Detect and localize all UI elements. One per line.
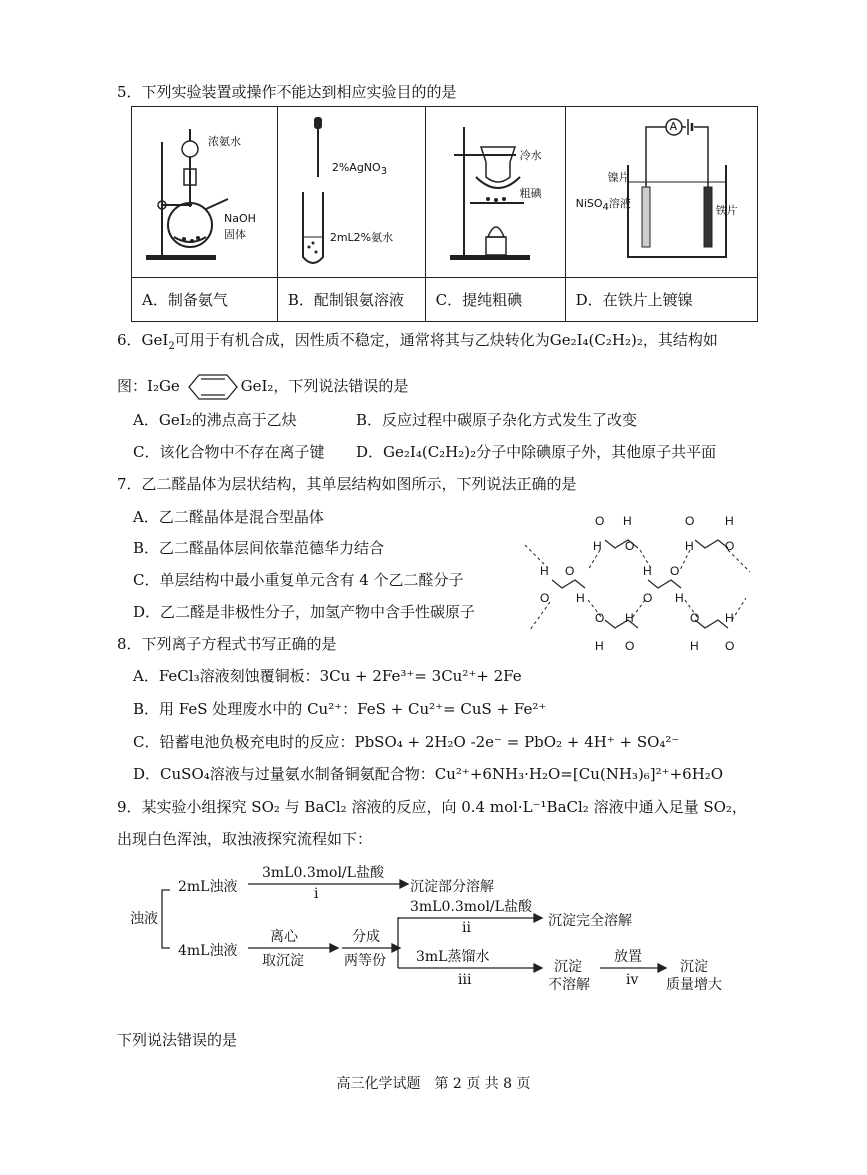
- atom-o: O: [565, 564, 575, 578]
- flow-b2-op1a: 离心: [270, 929, 298, 945]
- flow-lower-step: iii: [458, 972, 472, 988]
- atom-h: H: [690, 639, 699, 653]
- flow-b2-op1b: 取沉淀: [262, 953, 304, 969]
- q5-apparatus-table: [131, 106, 758, 322]
- glyoxal-layer-figure: [520, 510, 760, 660]
- q8-option-b: B．用 FeS 处理废水中的 Cu²⁺：FeS + Cu²⁺= CuS + Fe²⁺: [133, 700, 547, 718]
- atom-h: H: [685, 539, 694, 553]
- atom-h: H: [595, 639, 604, 653]
- iodine-sublimation-drawing: [426, 107, 566, 277]
- atom-h: H: [725, 514, 734, 528]
- atom-h: H: [625, 611, 634, 625]
- label-niso4: NiSO$_4$溶液: [575, 197, 631, 214]
- label-iron-sheet: 铁片: [715, 204, 738, 217]
- q9-tail: 下列说法错误的是: [117, 1031, 238, 1049]
- atom-o: O: [670, 564, 680, 578]
- ammeter-label: A: [669, 120, 678, 133]
- apparatus-c: [425, 107, 565, 278]
- atom-o: O: [595, 611, 605, 625]
- atom-h: H: [593, 539, 602, 553]
- q6-option-c: C．该化合物中不存在离子键: [133, 443, 325, 461]
- atom-h: H: [576, 591, 585, 605]
- flow-b2-op2a: 分成: [352, 929, 380, 945]
- label-naoh: NaOH: [224, 212, 256, 225]
- label-crude-iodine: 粗碘: [519, 187, 542, 200]
- label-nickel-sheet: 镍片: [607, 171, 630, 184]
- label-agno3: 2%AgNO$_3$: [331, 161, 388, 178]
- silver-ammonia-drawing: [278, 107, 426, 277]
- ring-structure: [185, 372, 241, 402]
- q6-option-b: B．反应过程中碳原子杂化方式发生了改变: [356, 411, 638, 429]
- label-solid: 固体: [224, 228, 246, 241]
- flow-lower-result-b: 不溶解: [548, 977, 590, 993]
- flow-lower-final-b: 质量增大: [666, 977, 722, 993]
- flow-upper-result: 沉淀完全溶解: [548, 913, 632, 929]
- q6-figure-line: 图：I₂Ge GeI₂，下列说法错误的是: [117, 372, 408, 402]
- option-b: B．配制银氨溶液: [277, 278, 425, 322]
- page-footer: 高三化学试题 第 2 页 共 8 页: [336, 1076, 531, 1092]
- flow-lower-final-a: 沉淀: [680, 959, 708, 975]
- q7-option-b: B．乙二醛晶体层间依靠范德华力结合: [133, 539, 385, 557]
- q6-option-d: D．Ge₂I₄(C₂H₂)₂分子中除碘原子外，其他原子共平面: [356, 443, 717, 461]
- q6-option-a: A．GeI₂的沸点高于乙炔: [133, 411, 297, 429]
- q7-stem: 7．乙二醛晶体为层状结构，其单层结构如图所示，下列说法正确的是: [117, 475, 577, 493]
- ammonia-setup-drawing: [132, 107, 278, 277]
- flow-lower-reagent: 3mL蒸馏水: [416, 949, 490, 965]
- atom-o: O: [625, 539, 635, 553]
- flow-lower-result-a: 沉淀: [554, 959, 582, 975]
- atom-o: O: [540, 591, 550, 605]
- flow-b1-step: i: [314, 886, 319, 902]
- atom-o: O: [643, 591, 653, 605]
- flow-b1-result: 沉淀部分溶解: [410, 879, 494, 895]
- flow-root: 浊液: [130, 911, 158, 927]
- q5-stem: 5．下列实验装置或操作不能达到相应实验目的的是: [117, 83, 457, 101]
- q7-option-c: C．单层结构中最小重复单元含有 4 个乙二醛分子: [133, 571, 464, 589]
- flow-upper-reagent: 3mL0.3mol/L盐酸: [410, 899, 532, 915]
- option-a: A．制备氨气: [132, 278, 278, 322]
- electroplating-drawing: [566, 107, 759, 277]
- atom-o: O: [685, 514, 695, 528]
- flow-lower-op-a: 放置: [614, 949, 642, 965]
- flow-upper-step: ii: [462, 920, 471, 936]
- atom-h: H: [725, 611, 734, 625]
- apparatus-a: [132, 107, 278, 278]
- atom-o: O: [595, 514, 605, 528]
- flow-b2-op2b: 两等份: [344, 953, 386, 969]
- q6-stem: 6．GeI$_2$可用于有机合成，因性质不稳定，通常将其与乙炔转化为Ge₂I₄(C₂H₂)₂，其结构如: [117, 331, 718, 352]
- flow-b1-reagent: 3mL0.3mol/L盐酸: [262, 865, 384, 881]
- flow-lower-op-b: iv: [626, 972, 639, 988]
- q8-stem: 8．下列离子方程式书写正确的是: [117, 635, 337, 653]
- flow-branch-1: 2mL浊液: [178, 879, 238, 895]
- atom-o: O: [725, 539, 735, 553]
- q7-option-a: A．乙二醛晶体是混合型晶体: [133, 508, 324, 526]
- q7-option-d: D．乙二醛是非极性分子，加氢产物中含手性碳原子: [133, 603, 476, 621]
- atom-h: H: [623, 514, 632, 528]
- atom-o: O: [625, 639, 635, 653]
- atom-h: H: [540, 564, 549, 578]
- apparatus-d: [565, 107, 757, 278]
- label-conc-ammonia: 浓氨水: [208, 135, 241, 148]
- label-ammonia-water: 2mL2%氨水: [329, 231, 394, 244]
- atom-h: H: [643, 564, 652, 578]
- atom-o: O: [725, 639, 735, 653]
- atom-o: O: [690, 611, 700, 625]
- apparatus-b: [277, 107, 425, 278]
- q9-stem-2: 出现白色浑浊，取浊液探究流程如下：: [117, 830, 373, 848]
- q8-option-a: A．FeCl₃溶液刻蚀覆铜板：3Cu + 2Fe³⁺= 3Cu²⁺+ 2Fe: [133, 667, 522, 685]
- q9-flowchart: [120, 860, 760, 1000]
- q8-option-c: C．铅蓄电池负极充电时的反应：PbSO₄ + 2H₂O -2e⁻ = PbO₂ + 4H⁺ + SO₄²⁻: [133, 733, 680, 751]
- q9-stem-1: 9．某实验小组探究 SO₂ 与 BaCl₂ 溶液的反应，向 0.4 mol·L⁻¹BaCl₂ 溶液中通入足量 SO₂，: [117, 798, 747, 816]
- option-c: C．提纯粗碘: [425, 278, 565, 322]
- label-cold-water: 冷水: [519, 149, 542, 162]
- atom-h: H: [675, 591, 684, 605]
- q8-option-d: D．CuSO₄溶液与过量氨水制备铜氨配合物：Cu²⁺+6NH₃·H₂O=[Cu(NH₃)₆]²⁺+6H₂O: [133, 765, 724, 783]
- option-d: D．在铁片上镀镍: [565, 278, 757, 322]
- flow-branch-2: 4mL浊液: [178, 943, 238, 959]
